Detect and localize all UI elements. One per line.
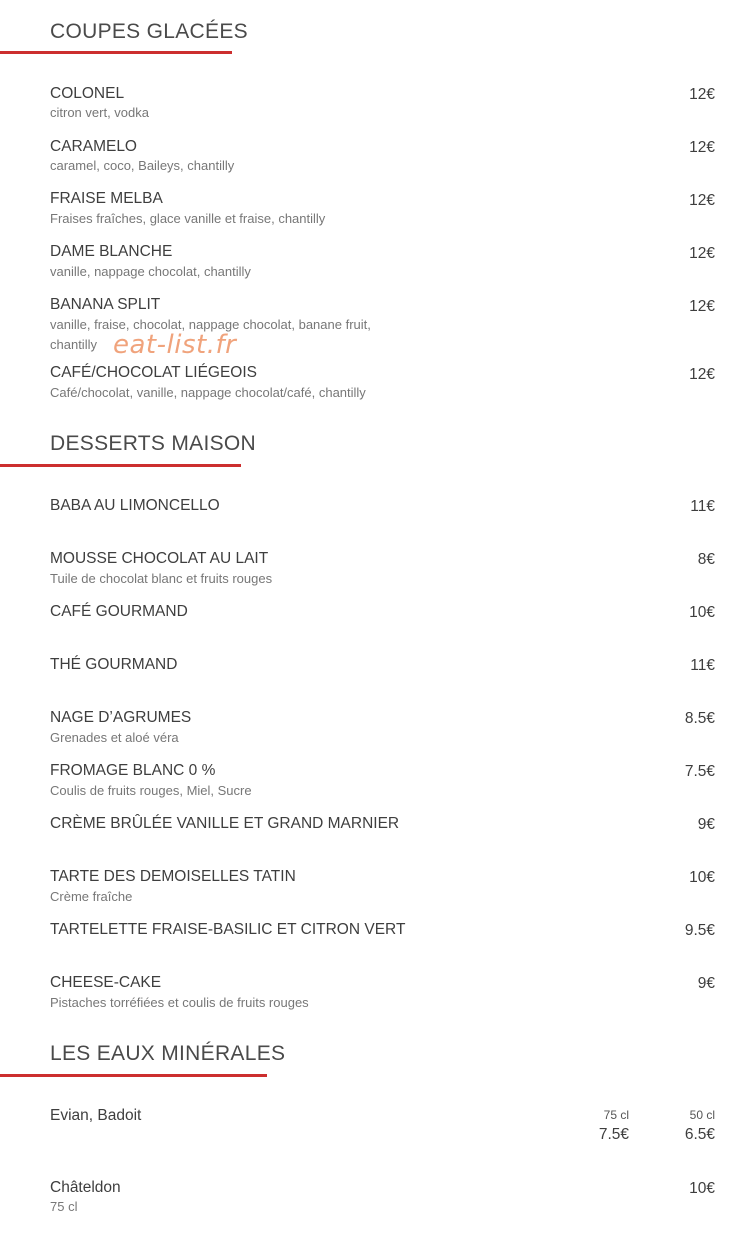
menu-item-desc: Coulis de fruits rouges, Miel, Sucre xyxy=(50,783,252,798)
menu-item-price: 12€ xyxy=(689,245,715,262)
menu-item-name: CHEESE-CAKE xyxy=(50,974,162,991)
menu-item-desc: Pistaches torréfiées et coulis de fruits rouges xyxy=(50,995,309,1010)
menu-item-name: BANANA SPLIT xyxy=(50,296,161,313)
section-underline xyxy=(0,464,241,467)
menu-item-desc: citron vert, vodka xyxy=(50,105,149,120)
section-underline xyxy=(0,1074,267,1077)
section-underline xyxy=(0,51,232,54)
menu-item-price: 7.5€ xyxy=(684,763,715,780)
menu-item-price: 7.5€ xyxy=(598,1126,629,1143)
menu-item-name: FRAISE MELBA xyxy=(50,190,163,207)
menu-item-name: CARAMELO xyxy=(50,138,137,155)
menu-item-name: BABA AU LIMONCELLO xyxy=(50,497,220,514)
menu-item-name: CAFÉ/CHOCOLAT LIÉGEOIS xyxy=(50,364,258,381)
menu-item-price: 12€ xyxy=(689,192,715,209)
menu-item-price: 8.5€ xyxy=(684,710,715,727)
menu-item-price: 10€ xyxy=(689,1180,715,1197)
menu-item-price: 11€ xyxy=(690,498,715,515)
menu-item-name: Châteldon xyxy=(50,1179,121,1196)
menu-item-price: 12€ xyxy=(689,86,715,103)
menu-item-name: COLONEL xyxy=(50,85,125,102)
menu-item-name: MOUSSE CHOCOLAT AU LAIT xyxy=(50,550,269,567)
menu-item-price: 12€ xyxy=(689,139,715,156)
menu-item-name: CAFÉ GOURMAND xyxy=(50,603,188,620)
menu-item-desc: 75 cl xyxy=(50,1199,78,1214)
menu-item-price: 9.5€ xyxy=(684,922,715,939)
menu-item-price: 10€ xyxy=(689,869,715,886)
menu-item-price: 10€ xyxy=(689,604,715,621)
menu-item-price: 12€ xyxy=(689,298,715,315)
menu-item-price: 9€ xyxy=(697,816,715,833)
section-title-eaux: LES EAUX MINÉRALES xyxy=(50,1042,286,1065)
menu-item-price: 11€ xyxy=(690,657,715,674)
menu-item-name: THÉ GOURMAND xyxy=(50,656,178,673)
bottle-size-label: 75 cl xyxy=(603,1108,629,1122)
menu-item-desc: Fraises fraîches, glace vanille et fraise, chantilly xyxy=(50,211,326,226)
menu-item-name: TARTE DES DEMOISELLES TATIN xyxy=(50,868,296,885)
section-title-desserts: DESSERTS MAISON xyxy=(50,432,256,455)
menu-item-name: DAME BLANCHE xyxy=(50,243,173,260)
menu-item-desc: vanille, nappage chocolat, chantilly xyxy=(50,264,251,279)
menu-item-desc: Crème fraîche xyxy=(50,889,133,904)
watermark: eat-list.fr xyxy=(113,330,237,360)
menu-item-name: FROMAGE BLANC 0 % xyxy=(50,762,216,779)
menu-item-price: 12€ xyxy=(689,366,715,383)
menu-item-name: NAGE D’AGRUMES xyxy=(50,709,192,726)
menu-item-desc: caramel, coco, Baileys, chantilly xyxy=(50,158,235,173)
menu-item-name: Evian, Badoit xyxy=(50,1107,142,1124)
menu-item-price: 6.5€ xyxy=(684,1126,715,1143)
bottle-size-label: 50 cl xyxy=(689,1108,715,1122)
menu-item-name: TARTELETTE FRAISE-BASILIC ET CITRON VERT xyxy=(50,921,406,938)
menu-item-desc: Grenades et aloé véra xyxy=(50,730,179,745)
menu-item-desc: vanille, fraise, chocolat, nappage chocolat, banane fruit, chantilly xyxy=(50,317,371,352)
menu-item-desc: Tuile de chocolat blanc et fruits rouges xyxy=(50,571,273,586)
menu-item-price: 9€ xyxy=(697,975,715,992)
menu-item-desc: Café/chocolat, vanille, nappage chocolat/café, chantilly xyxy=(50,385,366,400)
menu-item-price: 8€ xyxy=(697,551,715,568)
section-title-coupes: COUPES GLACÉES xyxy=(50,20,248,43)
menu-item-name: CRÈME BRÛLÉE VANILLE ET GRAND MARNIER xyxy=(50,815,400,832)
